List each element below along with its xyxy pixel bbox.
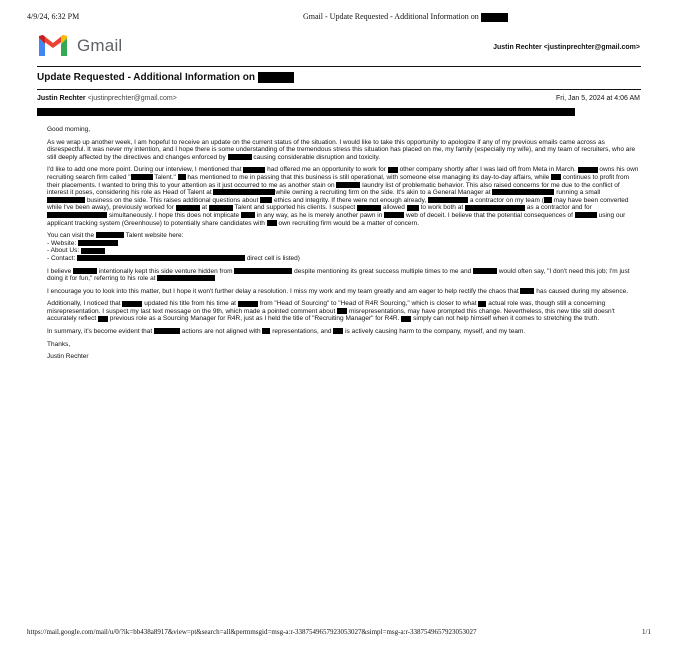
redaction <box>77 255 245 261</box>
sender-email: <justinprechter@gmail.com> <box>87 95 177 102</box>
redaction <box>47 212 107 218</box>
redaction <box>267 220 277 226</box>
redaction <box>492 189 554 195</box>
redaction <box>384 212 404 218</box>
divider <box>37 66 641 67</box>
redaction <box>131 174 153 180</box>
body-text-segment: actual role was, though still a concerning misrepresentation. I suspect my last text message on the 9th, which made a pointed comment about <box>47 300 606 315</box>
print-header <box>27 10 651 24</box>
redaction <box>551 174 561 180</box>
body-text-segment: running a small <box>556 189 601 197</box>
redaction <box>98 316 108 322</box>
closing: Thanks, <box>47 340 71 348</box>
body-text-segment: at <box>201 204 208 212</box>
redaction <box>238 301 258 307</box>
body-text-segment: web of deceit. I believe that the potential consequences of <box>406 211 573 219</box>
recipients-redacted <box>37 108 575 116</box>
redaction <box>262 328 270 334</box>
redaction <box>401 316 411 322</box>
body-text-segment: other company shortly after I was laid off from Meta in March. <box>399 166 576 174</box>
redaction <box>178 174 186 180</box>
redaction <box>333 328 343 334</box>
visit-line <box>47 232 639 240</box>
signature: Justin Rechter <box>47 353 89 361</box>
sender <box>37 95 177 102</box>
redaction <box>243 167 265 173</box>
greeting: Good morning, <box>47 126 90 133</box>
account-label: Justin Rechter <justinprechter@gmail.com> <box>493 44 640 51</box>
body-text-segment: laundry list of problematic behavior. This also raised concerns for me due to the conflict of interest it poses, considering his role as Head of Talent at <box>47 181 620 197</box>
body-text-segment: You can visit the <box>47 232 95 240</box>
redaction <box>78 240 118 246</box>
page-number: 1/1 <box>642 628 651 636</box>
body-text-segment: intentionally kept this side venture hidden from <box>98 267 233 275</box>
body-text-segment: I encourage you to look into this matter, but I hope it won't further delay a resolution. I miss my work and my team greatly and am eager to help rectify the chaos that <box>47 287 519 295</box>
body-text-segment: As we wrap up another week, I am hopeful to receive an update on the current status of the situation. I would like to take this opportunity to apologize if any of my previous emails came across as disrespectful. It was never my intention, and I hope there is some understanding of the tremendous stress this situation has placed on me, my family (especially my wife), and my team of recruiters, who are still deeply affected by the directives and changes enforced by <box>47 138 636 161</box>
redaction <box>337 308 347 314</box>
divider <box>37 89 641 90</box>
body-text-segment: business on the side. This raises additional questions about <box>86 196 259 204</box>
body-text-segment: Additionally, I noticed that <box>47 300 121 308</box>
redaction <box>241 212 255 218</box>
body-text-segment: from "Head of Sourcing" to "Head of R4R Sourcing," which is closer to what <box>259 300 477 308</box>
paragraph-4 <box>47 288 639 296</box>
body-text-segment: as a contractor and for <box>526 204 592 212</box>
body-text-segment: would often say, "I don't need this job; I'm just doing it for fun," referring to his role at <box>47 267 630 283</box>
redaction <box>209 205 233 211</box>
print-url[interactable]: https://mail.google.com/mail/u/0/?ik=bb438a8917&view=pt&search=all&permmsgid=msg-a:r-3387549657923053027&simpl=msg-a:r-3387549657923053027 <box>27 628 477 636</box>
body-text-segment: misrepresentations, may have prompted this change. Nevertheless, this new title still doesn't accurately reflect <box>47 307 615 323</box>
gmail-logo[interactable] <box>37 36 122 56</box>
sent-date: Fri, Jan 5, 2024 at 4:06 AM <box>555 95 640 102</box>
paragraph-3 <box>47 268 639 283</box>
redaction <box>357 205 381 211</box>
redaction <box>428 197 468 203</box>
gmail-icon <box>37 34 69 58</box>
redaction <box>260 197 272 203</box>
email-subject: Update Requested - Additional Information on <box>37 72 294 83</box>
redaction <box>47 197 85 203</box>
body-text-segment: In summary, it's become evident that <box>47 328 153 336</box>
redaction <box>213 189 275 195</box>
body-text-segment: a contractor on my team ( <box>469 196 544 204</box>
redaction <box>473 268 497 274</box>
redaction <box>465 205 525 211</box>
body-text-segment: - Website: <box>47 239 77 247</box>
body-text-segment: has caused during my absence. <box>536 287 629 295</box>
paragraph-5 <box>47 300 639 323</box>
body-text-segment: has mentioned to me in passing that this business is still operational, with someone else managing its day-to-day affairs, while <box>187 173 550 181</box>
body-text-segment: actions are not aligned with <box>181 328 261 336</box>
body-text-segment: simply can not help himself when it comes to stretching the truth. <box>413 315 600 323</box>
redaction <box>407 205 419 211</box>
redaction <box>96 232 124 238</box>
body-text-segment: to work both at <box>420 204 464 212</box>
body-text-segment: while owning a recruiting firm on the side. It's akin to a General Manager at <box>275 189 491 197</box>
redaction <box>478 301 486 307</box>
body-text-segment: representations, and <box>272 328 332 336</box>
redaction <box>122 301 142 307</box>
body-text-segment: I believe <box>47 267 72 275</box>
redaction <box>258 72 294 83</box>
body-text-segment: despite mentioning its great success multiple times to me and <box>294 267 472 275</box>
body-text-segment: causing considerable disruption and toxicity. <box>253 153 381 161</box>
redaction <box>481 13 508 22</box>
redaction <box>228 154 252 160</box>
body-text-segment: Talent and supported his clients. I suspect <box>234 204 356 212</box>
body-text-segment: Talent website here: <box>125 232 184 240</box>
paragraph-6 <box>47 328 639 336</box>
redaction <box>176 205 200 211</box>
redaction <box>388 167 398 173</box>
redaction <box>520 288 534 294</box>
body-text-segment: is actively causing harm to the company, myself, and my team. <box>345 328 526 336</box>
contact-item <box>47 255 639 263</box>
redaction <box>336 182 360 188</box>
website-item <box>47 240 639 248</box>
email-body <box>47 126 639 366</box>
redaction <box>544 197 552 203</box>
body-text-segment: - About Us: <box>47 247 80 255</box>
body-text-segment: updated his title from his time at <box>144 300 236 308</box>
body-text-segment: had offered me an opportunity to work for <box>267 166 386 174</box>
body-text-segment: continues to profit from their placements. I wanted to bring this to your attention as it just occurred to me as another stain on <box>47 173 630 189</box>
redaction <box>154 328 180 334</box>
sender-name: Justin Rechter <box>37 95 86 102</box>
paragraph-1 <box>47 139 639 162</box>
redaction <box>81 248 105 254</box>
redaction <box>578 167 598 173</box>
body-text-segment: direct cell is listed) <box>246 254 300 262</box>
body-text-segment: Talent." <box>154 173 176 181</box>
body-text-segment: owns his own recruiting search firm called " <box>47 166 639 181</box>
redaction <box>575 212 597 218</box>
redaction <box>157 275 215 281</box>
body-text-segment: simultaneously. I hope this does not implicate <box>108 211 240 219</box>
body-text-segment: using our applicant tracking system (Greenhouse) to potentially share candidates with <box>47 211 626 227</box>
redaction <box>234 268 292 274</box>
body-text-segment: in any way, as he is merely another pawn in <box>256 211 383 219</box>
redaction <box>73 268 97 274</box>
body-text-segment: - Contact: <box>47 254 76 262</box>
about-item <box>47 247 639 255</box>
print-title: Gmail - Update Requested - Additional Information on <box>303 12 508 22</box>
paragraph-2 <box>47 166 639 227</box>
body-text-segment: I'd like to add one more point. During our interview, I mentioned that <box>47 166 242 174</box>
body-text-segment: may have been converted while I've been away), previously worked for <box>47 196 629 212</box>
body-text-segment: own recruiting firm would be a matter of concern. <box>278 219 420 227</box>
body-text-segment: previous role as a Sourcing Manager for R4R, just as I held the title of "Recruiting Manager" for R4R. <box>109 315 400 323</box>
body-text-segment: ethics and integrity. If there were not enough already, <box>273 196 427 204</box>
body-text-segment: allowed <box>382 204 405 212</box>
gmail-wordmark: Gmail <box>77 36 123 55</box>
print-datetime: 4/9/24, 6:32 PM <box>27 12 80 21</box>
